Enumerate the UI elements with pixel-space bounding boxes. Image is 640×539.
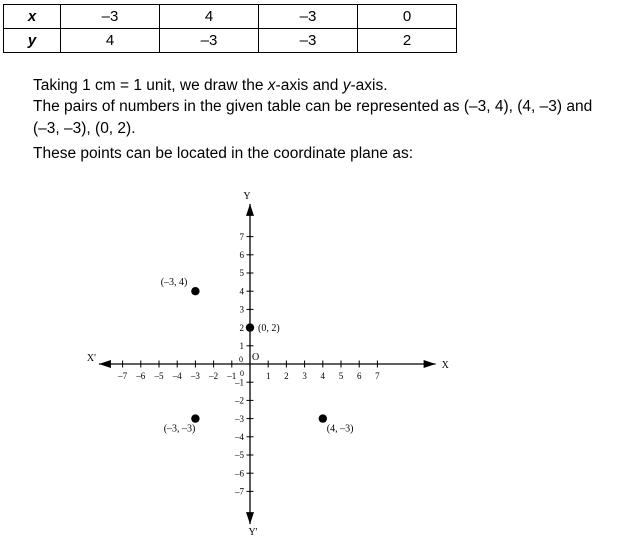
table-cell: –3 [259,29,358,53]
y-tick-label: 1 [239,341,244,351]
y-tick-label: –6 [235,468,244,479]
y-tick-label: –7 [235,486,244,497]
y-tick-label: –3 [235,413,244,424]
y-tick-label: –1 [235,377,244,388]
table-cell: 4 [61,29,160,53]
values-table [3,4,457,53]
x-axis-right-arrow-icon [424,360,436,368]
data-point [246,323,254,331]
x-tick-label: –2 [209,371,219,381]
x-tick-label: –7 [118,371,128,381]
data-point [191,287,199,295]
y-tick-label: 2 [239,322,244,333]
x-axis-left-arrow-icon [99,360,111,368]
x-tick-label: –1 [227,371,237,381]
y-tick-label: 6 [239,250,244,260]
x-tick-label: 7 [375,371,380,381]
point-label: (4, –3) [326,423,354,435]
text-fragment-y: y [342,77,351,94]
text-fragment: Taking 1 cm = 1 unit, we draw the [33,77,268,94]
y-axis-down-arrow-icon [246,512,254,524]
row-header-x: x [4,5,61,29]
table-cell: –3 [259,5,358,29]
y-tick-label: 5 [239,268,244,279]
x-tick-label: –4 [172,371,182,381]
y-tick-label: –2 [235,395,244,406]
table-cell: 4 [160,5,259,29]
y-tick-label: –4 [235,432,244,442]
x-tick-label: 3 [302,371,307,381]
x-tick-label: 4 [320,371,326,381]
point-label: (–3, –3) [163,423,196,435]
x-zero-label: 0 [239,355,243,364]
table-cell: 0 [358,5,457,29]
y-tick-label: 4 [239,286,244,297]
x-axis-label: X [441,360,449,371]
table-row-x [4,5,457,29]
row-header-y: y [4,29,61,53]
paragraph-pairs-line2: (–3, –3), (0, 2). [33,120,136,137]
data-point [191,414,199,422]
x-tick-label: –6 [136,371,146,381]
x-tick-label: 2 [284,371,289,381]
point-label: (–3, 4) [160,277,188,289]
x-tick-label: –3 [190,371,200,381]
text-fragment-x: x [267,77,276,94]
table-cell: 2 [358,29,457,53]
paragraph-scale [33,75,388,96]
origin-label: O [252,352,260,363]
x-axis-negative-label: X' [86,353,96,364]
x-tick-label: 1 [265,371,271,381]
text-fragment: -axis and [275,77,343,94]
y-axis-up-arrow-icon [246,204,254,216]
y-tick-label: 3 [239,304,244,315]
y-axis-negative-label: Y' [248,527,258,539]
table-cell: –3 [160,29,259,53]
text-fragment: -axis. [350,77,388,94]
y-tick-label: –5 [235,450,244,461]
paragraph-locate: These points can be located in the coordinate plane as: [33,145,414,162]
coordinate-plane [0,176,640,539]
table-cell: –3 [61,5,160,29]
x-tick-label: –5 [154,371,164,381]
paragraph-pairs-line1: The pairs of numbers in the given table can be represented as (–3, 4), (4, –3) and [33,98,593,115]
point-label: (0, 2) [258,323,280,335]
y-axis-label: Y [243,190,251,202]
x-tick-label: 5 [338,371,344,381]
data-point [319,414,327,422]
y-tick-label: 7 [239,231,244,242]
y-zero-label: 0 [240,369,244,378]
x-tick-label: 6 [356,371,362,381]
table-row-y [4,29,457,53]
